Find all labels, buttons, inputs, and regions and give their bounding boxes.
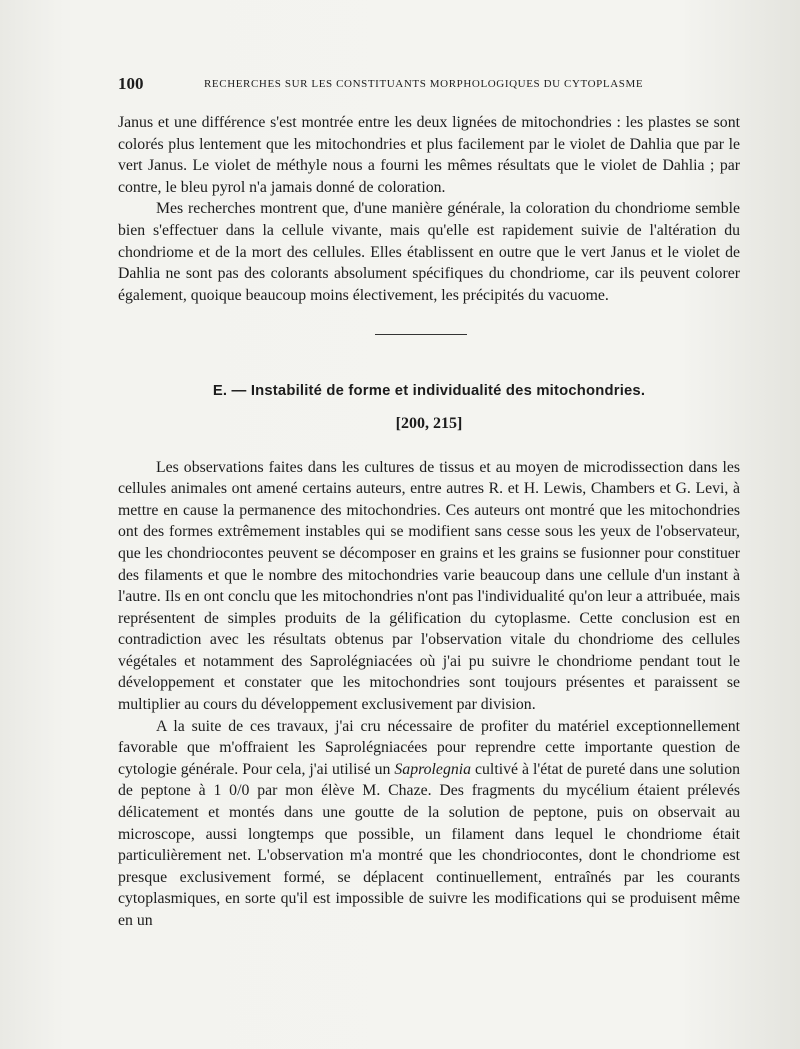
- paragraph-experiment: [118, 716, 740, 932]
- section-divider: [375, 334, 467, 335]
- page-header: [118, 74, 748, 94]
- running-title: RECHERCHES SUR LES CONSTITUANTS MORPHOLOGIQUES DU CYTOPLASME: [204, 78, 644, 90]
- section-heading: E. — Instabilité de forme et individualité des mitochondries.: [212, 383, 646, 400]
- paragraph-experiment-text-2: cultivé à l'état de pureté dans une solution de peptone à 1 0/0 par mon élève M. Chaze. Des fragments du mycélium étaient prélevés délicatement et montés dans une goutte de la solution de peptone, puis on observait au microscope, aussi longtemps que possible, un filament dans lequel le chondriome était particulièrement net. L'observation m'a montré que les chondriocontes, dont le chondriome est presque exclusivement formé, se déplacent continuellement, entraînés par les courants cytoplasmiques, en sorte qu'il est impossible de suivre les modifications qui se produisent même en un: [118, 760, 740, 929]
- paragraph-observations: Les observations faites dans les cultures de tissus et au moyen de microdissection dans les cellules animales ont amené certains auteurs, entre autres R. et H. Lewis, Chambers et G. Levi, à mettre en cause la permanence des mitochondries. Ces auteurs ont montré que les mitochondries ont des formes extrêmement instables qui se modifient sans cesse sous les yeux de l'observateur, que les chondriocontes peuvent se décomposer en grains et les grains se fusionner pour constituer des filaments et que le nombre des mitochondries varie beaucoup dans une cellule d'un instant à l'autre. Ils en ont conclu que les mitochondries n'ont pas l'individualité qu'on leur a attribuée, mais représentent de simples produits de la gélification du cytoplasme. Cette conclusion est en contradiction avec les résultats obtenus par l'observation vitale du chondriome des cellules végétales et notamment des Saprolégniacées où j'ai pu suivre le chondriome pendant tout le développement et constater que les mitochondries sont toujours présentes et paraissent se multiplier au cours du développement exclusivement par division.: [118, 458, 740, 714]
- section-references: [200, 215]: [395, 414, 463, 432]
- species-name: Saprolegnia: [394, 760, 472, 778]
- paragraph-conclusion: Mes recherches montrent que, d'une manière générale, la coloration du chondriome semble bien s'effectuer dans la cellule vivante, mais qu'elle est rapidement suivie de l'altération du chondriome et de la mort des cellules. Elles établissent en outre que le vert Janus et le violet de Dahlia ne sont pas des colorants absolument spécifiques du chondriome, car ils peuvent colorer également, quoique beaucoup moins électivement, les précipités du vacuome.: [118, 200, 740, 304]
- paragraph-experiment-text-1: A la suite de ces travaux, j'ai cru nécessaire de profiter du matériel exceptionnellement favorable que m'offraient les Saprolégniacées pour reprendre cette importante question de cytologie générale. Pour cela, j'ai utilisé un: [118, 717, 740, 778]
- page-number: 100: [118, 74, 144, 93]
- paragraph-continuation: Janus et une différence s'est montrée entre les deux lignées de mitochondries : les plastes se sont colorés plus lentement que les mitochondries et plus facilement par le violet de Dahlia que par le vert Janus. Le violet de méthyle nous a fourni les mêmes résultats que le violet de Dahlia ; par contre, le bleu pyrol n'a jamais donné de coloration.: [118, 114, 740, 196]
- body-text: [118, 112, 740, 932]
